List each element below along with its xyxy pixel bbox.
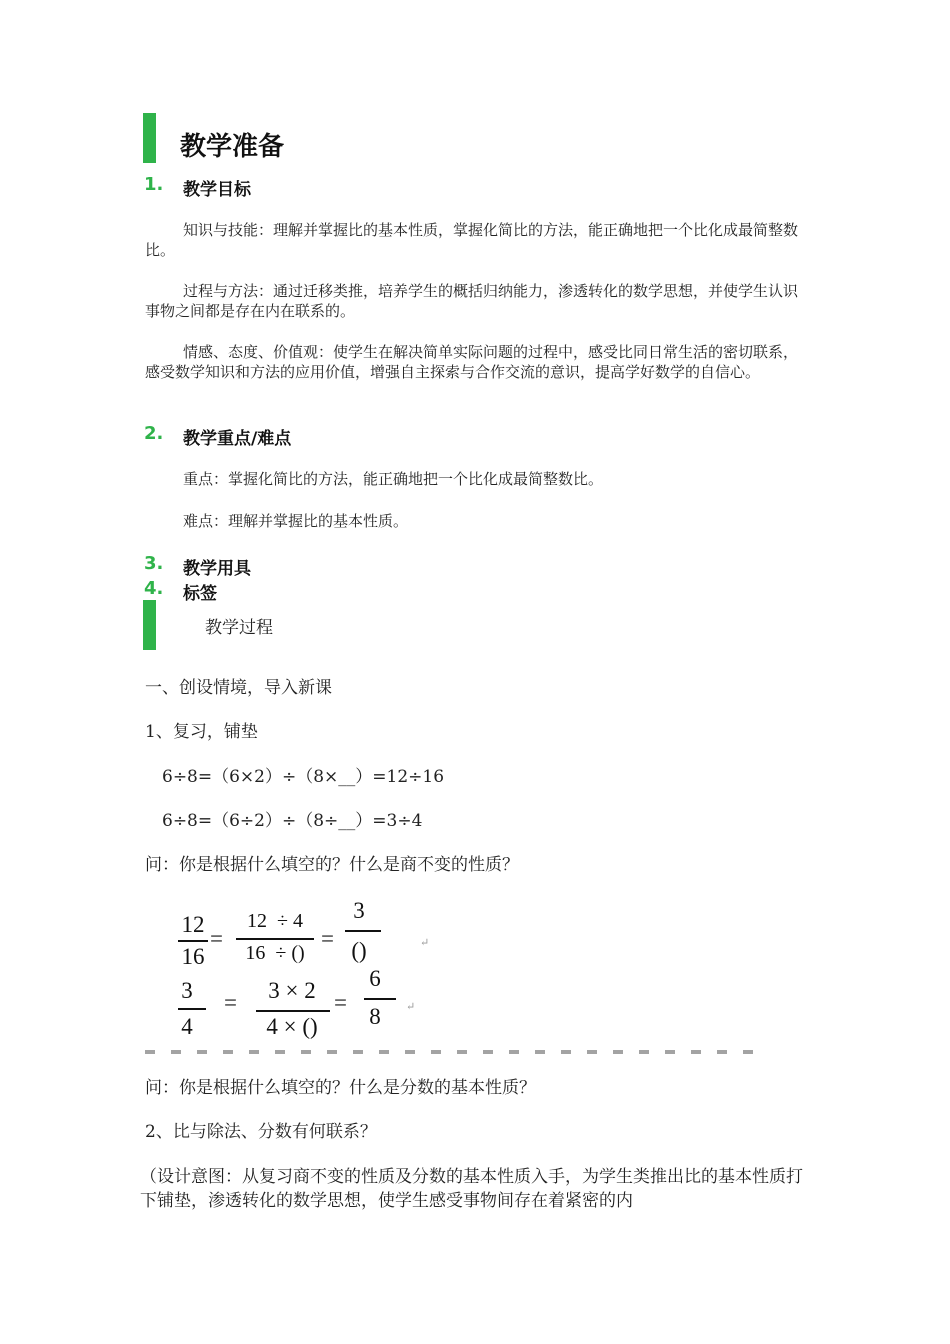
return-mark-1: ↵ — [420, 936, 430, 949]
equals-1b: = — [321, 926, 334, 951]
equals-2a: = — [224, 990, 237, 1015]
goals-number: 1. — [144, 174, 164, 195]
frac2c-den: 8 — [369, 1004, 381, 1029]
process-title: 教学过程 — [205, 618, 273, 638]
frac2b-line — [256, 1010, 330, 1012]
part1-title: 一、创设情境，导入新课 — [145, 678, 332, 698]
question-2: 问：你是根据什么填空的？什么是分数的基本性质？ — [145, 1078, 536, 1098]
frac1b-den: 16 ÷ () — [245, 942, 305, 964]
difficulty-point: 难点：理解并掌握比的基本性质。 — [183, 512, 409, 530]
tools-number: 3. — [144, 553, 164, 574]
frac2a-num: 3 — [181, 978, 193, 1003]
frac2b-num: 3 × 2 — [268, 978, 316, 1003]
frac1c-line — [345, 930, 381, 932]
frac1b-line — [236, 938, 314, 940]
equation-2: 6÷8=（6÷2）÷（8÷__）=3÷4 — [162, 811, 423, 831]
keypoints-title: 教学重点/难点 — [183, 429, 292, 449]
frac2c-num: 6 — [369, 966, 381, 991]
frac1b-num: 12 ÷ 4 — [247, 910, 303, 932]
section-bar — [143, 113, 156, 163]
goals-process: 过程与方法：通过迁移类推，培养学生的概括归纳能力，渗透转化的数学思想，并使学生认识事物之间都是存在内在联系的。 — [145, 282, 799, 320]
frac1a-den: 16 — [181, 944, 205, 969]
key-point: 重点：掌握化简比的方法，能正确地把一个比化成最简整数比。 — [183, 470, 604, 488]
goals-title: 教学目标 — [183, 180, 251, 200]
goals-knowledge: 知识与技能：理解并掌握比的基本性质，掌握化简比的方法，能正确地把一个比化成最简整数比。 — [145, 221, 799, 259]
frac2b-den: 4 × () — [266, 1014, 318, 1039]
frac2a-line — [178, 1008, 206, 1010]
tags-number: 4. — [144, 578, 164, 599]
equals-1a: = — [210, 926, 223, 951]
review-title: 1、复习，铺垫 — [145, 722, 258, 742]
tags-title: 标签 — [183, 584, 217, 604]
question-1: 问：你是根据什么填空的？什么是商不变的性质？ — [145, 855, 519, 875]
frac1c-num: 3 — [353, 898, 365, 923]
keypoints-number: 2. — [144, 423, 164, 444]
frac1c-den: () — [351, 938, 367, 963]
frac1a-num: 12 — [181, 912, 205, 937]
frac1a-line — [178, 940, 208, 942]
frac2c-line — [364, 998, 396, 1000]
return-mark-2: ↵ — [406, 1000, 416, 1013]
question-3: 2、比与除法、分数有何联系？ — [145, 1122, 377, 1142]
frac2a-den: 4 — [181, 1014, 193, 1039]
equals-2b: = — [334, 990, 347, 1015]
equation-1: 6÷8=（6×2）÷（8×__）=12÷16 — [162, 767, 445, 787]
cropped-text-strip — [145, 1050, 765, 1054]
design-intent: （设计意图：从复习商不变的性质及分数的基本性质入手，为学生类推出比的基本性质打下铺垫，渗透转化的数学思想，使学生感受事物间存在着紧密的内 — [140, 1167, 803, 1211]
process-bar — [143, 600, 156, 650]
goals-emotion: 情感、态度、价值观：使学生在解决简单实际问题的过程中，感受比同日常生活的密切联系，感受数学知识和方法的应用价值，增强自主探索与合作交流的意识，提高学好数学的自信心。 — [145, 343, 799, 381]
tools-title: 教学用具 — [183, 559, 251, 579]
section-title: 教学准备 — [180, 132, 285, 162]
